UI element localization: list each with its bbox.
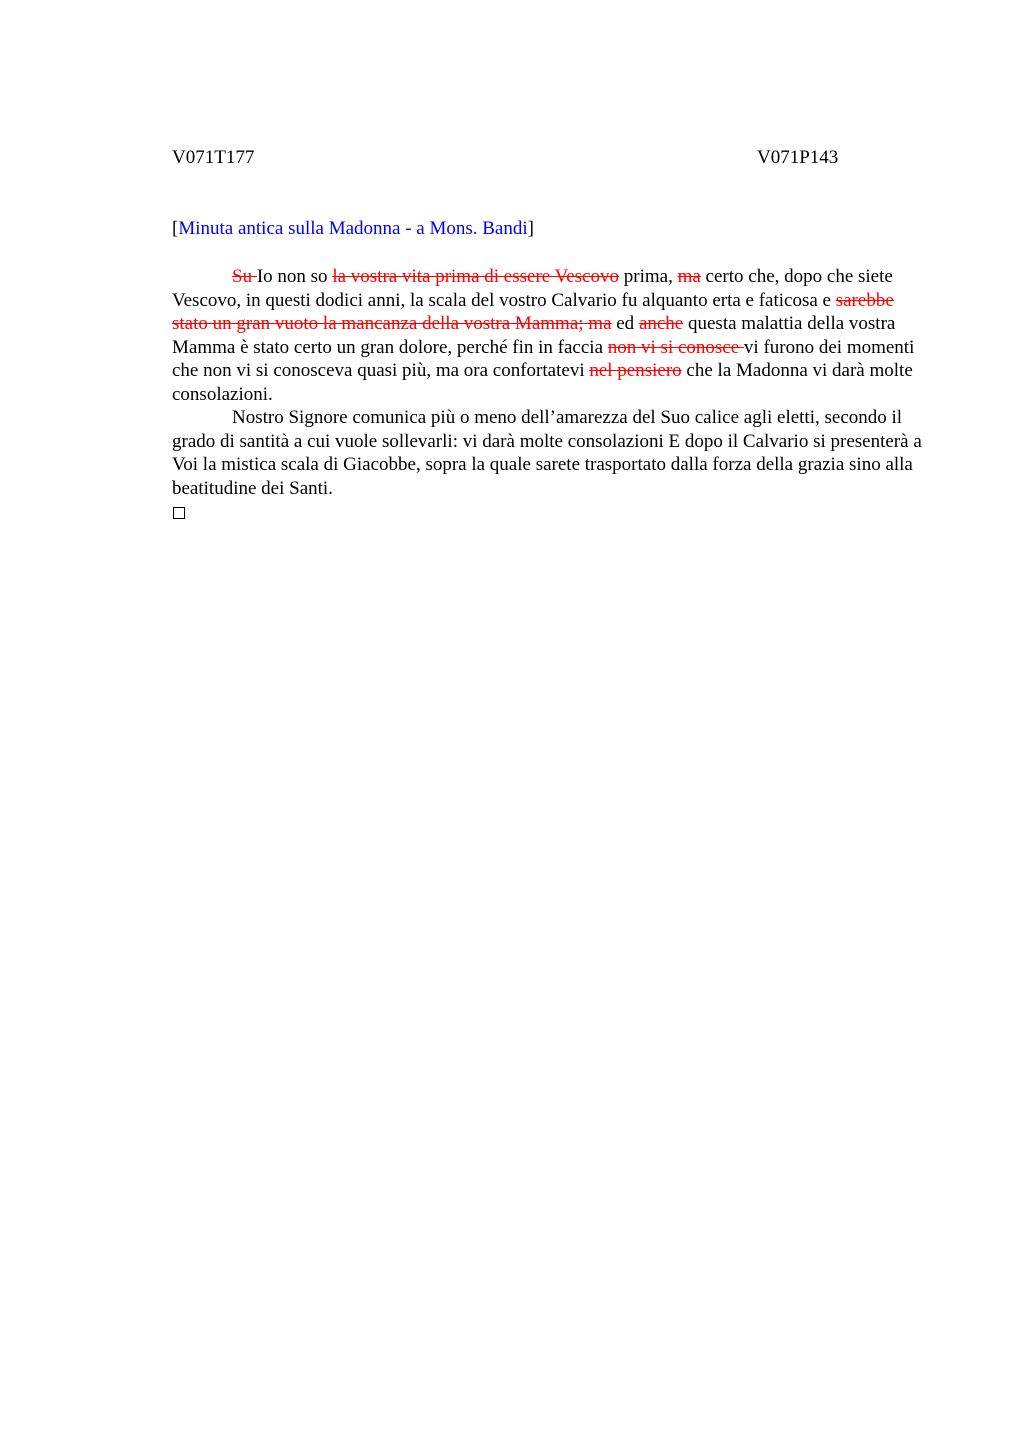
- square-outline-icon: [173, 507, 185, 519]
- body-text: Io non so: [256, 266, 333, 287]
- deleted-text: ma: [677, 266, 701, 287]
- deleted-text: nel pensiero: [589, 360, 682, 381]
- deleted-text: sarebbe stato un gran vuoto la mancanza della vostra Mamma; ma: [172, 289, 894, 334]
- paragraph-2: Nostro Signore comunica più o meno dell’amarezza del Suo calice agli eletti, secondo il grado di santità a cui vuole sollevarli: vi darà molte consolazioni E dopo il Calvario si presenterà a Voi la mistica scala di Giacobbe, sopra la quale sarete trasportato dalla forza della grazia sino alla beatitudine dei Santi.: [172, 407, 922, 499]
- body-text: questa malattia della vostra Mamma è stato certo un gran dolore, perché fin in faccia: [172, 313, 896, 358]
- deleted-text: anche: [638, 313, 684, 334]
- title-text: Minuta antica sulla Madonna - a Mons. Bandi: [178, 218, 528, 239]
- body-text: che la Madonna vi darà molte consolazioni.: [172, 360, 913, 405]
- title-close-bracket: ]: [527, 218, 534, 239]
- document-body: [172, 265, 924, 500]
- document-code-left: V071T177: [172, 147, 255, 168]
- title-open-bracket: [: [172, 218, 179, 239]
- body-text: vi furono dei momenti che non vi si conosceva quasi più, ma ora confortatevi: [172, 336, 915, 381]
- document-title: [172, 217, 534, 241]
- body-text: prima,: [619, 266, 678, 287]
- paragraph-1: [172, 265, 924, 406]
- body-text: ed: [611, 313, 639, 334]
- deleted-text: non vi si conosce: [607, 336, 744, 358]
- document-code-right: V071P143: [757, 147, 839, 168]
- body-text: certo che, dopo che siete Vescovo, in questi dodici anni, la scala del vostro Calvario fu alquanto erta e faticosa e: [172, 266, 893, 311]
- deleted-text: Su: [232, 266, 257, 287]
- deleted-text: la vostra vita prima di essere Vescovo: [332, 266, 619, 287]
